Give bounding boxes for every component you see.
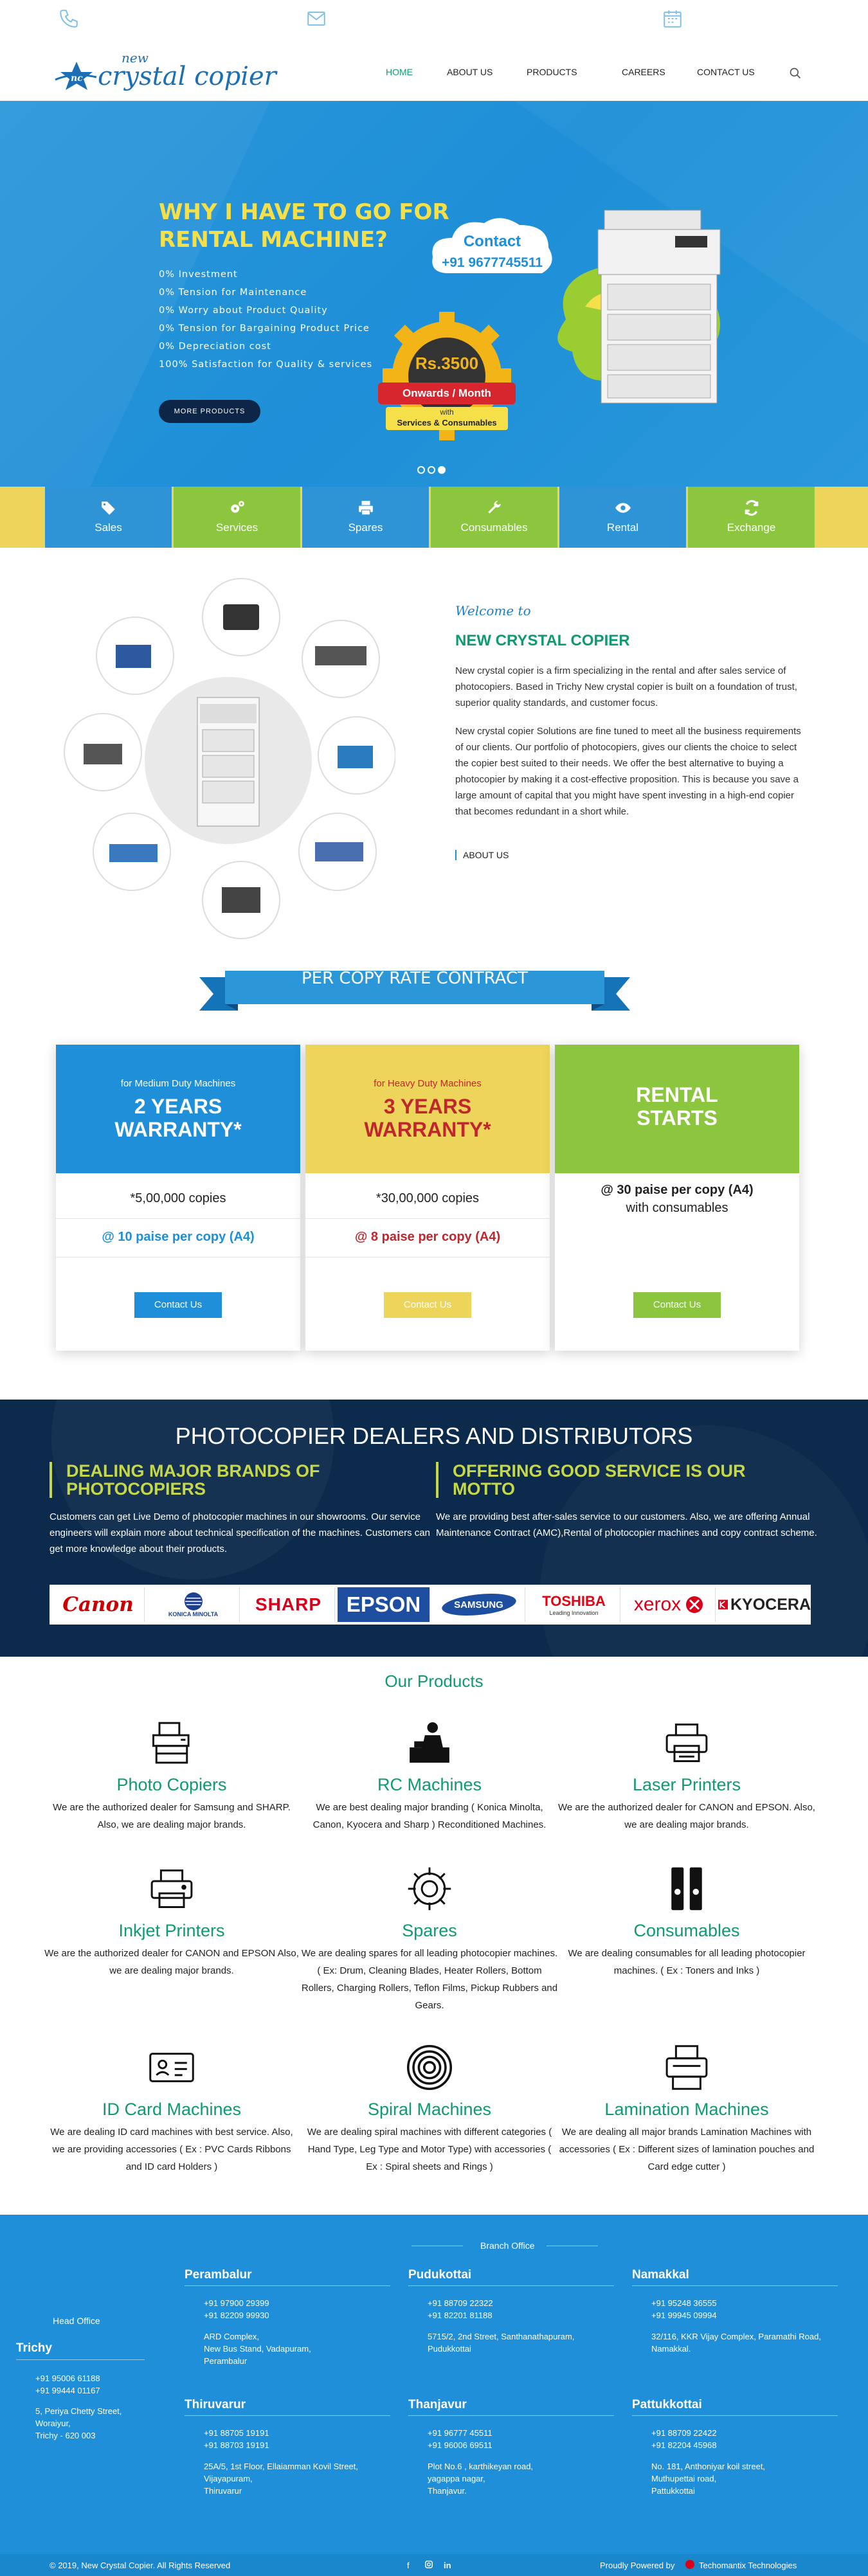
- product-title: Spiral Machines: [367, 2100, 492, 2119]
- divider: [632, 2415, 838, 2416]
- site-header: [0, 40, 868, 101]
- plan-copies: @ 30 paise per copy (A4): [601, 1183, 754, 1197]
- hero-title: WHY I HAVE TO GO FOR RENTAL MACHINE?: [159, 199, 449, 253]
- product-desc: We are the authorized dealer for CANON and EPSON Also, we are dealing major brands.: [44, 1948, 299, 1976]
- brand-canon-logo: Canon: [52, 1587, 145, 1622]
- card-divider: [305, 1218, 550, 1219]
- address: 32/116, KKR Vijay Complex, Paramathi Road, Namakkal.: [651, 2332, 821, 2354]
- phone-numbers: +91 88709 22422 +91 82204 45968: [651, 2428, 717, 2450]
- city-name: Pudukottai: [408, 2268, 472, 2282]
- contact-cloud: [429, 215, 558, 286]
- gears-icon: [228, 500, 246, 516]
- dealers-right-title: OFFERING GOOD SERVICE IS OUR MOTTO: [436, 1462, 757, 1498]
- contact-phone: +91 9677745511: [441, 255, 543, 270]
- divider: [16, 2359, 145, 2360]
- brand-kyocera-text: KYOCERA: [730, 1595, 811, 1614]
- calendar-icon[interactable]: [662, 8, 683, 30]
- product-desc: We are dealing consumables for all leading photocopier machines. ( Ex : Toners and Inks ): [568, 1948, 806, 1976]
- brand-kyocera-logo: [718, 1587, 811, 1622]
- svg-text:nc: nc: [71, 73, 83, 84]
- nav-products[interactable]: PRODUCTS: [527, 67, 577, 77]
- brand-logos: [50, 1585, 811, 1625]
- slider-dot[interactable]: [428, 466, 435, 474]
- about-paragraph: New crystal copier Solutions are fine tuned to meet all the business requirements of our clients. Our portfolio of photocopiers, gives our clients the choice to select the copier best suited to their needs. We offer the best alternative to buying a photocopier by making it a cost-effective proposition. This is because you save a large amount of capital that you might have spent investing in a high-end copier that becomes redundant in a short while.: [455, 726, 801, 817]
- service-label: Sales: [95, 521, 122, 534]
- head-office-heading: Head Office: [53, 2316, 100, 2326]
- product-desc: We are the authorized dealer for CANON and EPSON. Also, we are dealing major brands.: [558, 1802, 815, 1830]
- city-name: Pattukkottai: [632, 2398, 702, 2411]
- hero-point: 0% Worry about Product Quality: [159, 305, 328, 316]
- phone-numbers: +91 96777 45511 +91 96006 69511: [428, 2428, 493, 2450]
- products-title: Our Products: [384, 1671, 484, 1691]
- plan-subtitle: for Medium Duty Machines: [120, 1078, 236, 1089]
- eye-icon: [614, 500, 632, 516]
- search-icon[interactable]: [789, 67, 802, 80]
- service-label: Spares: [348, 521, 383, 534]
- brand-sharp-logo: SHARP: [242, 1587, 335, 1622]
- nav-contact[interactable]: CONTACT US: [697, 67, 755, 77]
- brand-xerox-text: xerox: [633, 1594, 682, 1615]
- brand-samsung-text: SAMSUNG: [454, 1599, 503, 1610]
- id-card-icon: [147, 2043, 196, 2092]
- product-item[interactable]: [558, 1864, 815, 1979]
- phone-numbers: +91 88709 22322 +91 82201 81188: [428, 2298, 493, 2320]
- brand-epson-logo: EPSON: [338, 1587, 430, 1622]
- contact-us-button[interactable]: Contact Us: [134, 1292, 222, 1318]
- plan-card: [305, 1045, 550, 1351]
- plan-card: [555, 1045, 799, 1351]
- service-label: Services: [215, 521, 258, 534]
- linkedin-icon[interactable]: in: [444, 2561, 451, 2570]
- nav-careers[interactable]: CAREERS: [622, 67, 665, 77]
- brand-samsung-logo: [433, 1587, 525, 1622]
- logo-new-text: new: [122, 50, 149, 66]
- plan-rate: @ 8 paise per copy (A4): [354, 1230, 501, 1244]
- service-sales[interactable]: [45, 487, 172, 548]
- copier-icon: [147, 1718, 196, 1767]
- service-spares[interactable]: [302, 487, 429, 548]
- lamination-icon: [662, 2043, 711, 2092]
- divider: [408, 2285, 614, 2286]
- product-item[interactable]: [43, 2043, 300, 2175]
- dealers-left-text: Customers can get Live Demo of photocopier machines in our showrooms. Our service engineers will explain more about technical specification of the machines. Customers can get more knowledge about their products.: [50, 1511, 430, 1554]
- city-name: Thiruvarur: [185, 2398, 246, 2411]
- about-us-link[interactable]: ABOUT US: [455, 850, 509, 860]
- service-rental[interactable]: [559, 487, 686, 548]
- hero-point: 0% Depreciation cost: [159, 341, 271, 352]
- plan-header: [305, 1045, 550, 1173]
- city-name: Trichy: [16, 2341, 52, 2355]
- service-label: Consumables: [460, 521, 528, 534]
- brand-toshiba-text: TOSHIBA: [542, 1593, 606, 1609]
- tags-icon: [100, 500, 118, 516]
- dealers-title: PHOTOCOPIER DEALERS AND DISTRIBUTORS: [175, 1423, 693, 1449]
- divider: [185, 2285, 390, 2286]
- star-logo-icon: [54, 60, 99, 93]
- product-title: Inkjet Printers: [118, 1921, 225, 1940]
- address: Plot No.6 , karthikeyan road, yagappa nagar, Thanjavur.: [428, 2462, 534, 2496]
- plan-copies: *30,00,000 copies: [375, 1191, 480, 1205]
- inkjet-printer-icon: [147, 1864, 196, 1913]
- service-consumables[interactable]: [431, 487, 557, 548]
- plan-card: [56, 1045, 300, 1351]
- plan-title: RENTAL STARTS: [636, 1083, 718, 1130]
- products-collage: [55, 575, 395, 948]
- contact-label: Contact: [463, 233, 521, 250]
- city-name: Perambalur: [185, 2268, 252, 2282]
- hero-point: 0% Tension for Maintenance: [159, 287, 307, 298]
- product-item[interactable]: [43, 1864, 300, 1979]
- divider: [185, 2415, 390, 2416]
- service-label: Exchange: [727, 521, 776, 534]
- copyright-text: © 2019, New Crystal Copier. All Rights Reserved: [50, 2561, 231, 2570]
- nav-home[interactable]: HOME: [386, 67, 413, 77]
- product-desc: We are dealing ID card machines with best service. Also, we are providing accessories ( Ex : PVC Cards Ribbons and ID card Holders ): [50, 2127, 293, 2172]
- product-item[interactable]: [301, 1718, 558, 1833]
- phone-icon[interactable]: [58, 8, 80, 30]
- branch-office-heading: Branch Office: [480, 2240, 535, 2251]
- welcome-text: Welcome to: [455, 603, 531, 618]
- logo-name-text: crystal copier: [98, 62, 276, 91]
- top-bar: [0, 0, 868, 40]
- product-title: Photo Copiers: [116, 1775, 227, 1794]
- price-sub: Onwards / Month: [402, 387, 491, 399]
- service-exchange[interactable]: [688, 487, 815, 548]
- about-title: NEW CRYSTAL COPIER: [455, 632, 630, 649]
- brand-konica-text: KONICA MINOLTA: [168, 1611, 219, 1617]
- contact-us-button[interactable]: Contact Us: [384, 1292, 471, 1318]
- techomantix-logo-icon: [685, 2559, 695, 2570]
- phone-numbers: +91 95248 36555 +91 99945 09994: [651, 2298, 717, 2320]
- divider: [632, 2285, 838, 2286]
- about-paragraph: New crystal copier is a firm specializing in the rental and after sales service of photocopiers. Based in Trichy New crystal copier is built on a foundation of trust, superior quality standards, and customer focus.: [455, 665, 797, 708]
- plan-title: 2 YEARS WARRANTY*: [114, 1095, 242, 1141]
- plan-header: [56, 1045, 300, 1173]
- address: ARD Complex, New Bus Stand, Vadapuram, Perambalur: [204, 2332, 311, 2366]
- plan-copies: *5,00,000 copies: [130, 1191, 226, 1205]
- service-services[interactable]: [174, 487, 300, 548]
- plan-subtitle: for Heavy Duty Machines: [374, 1078, 482, 1089]
- product-item[interactable]: [558, 1718, 815, 1833]
- phone-numbers: +91 88705 19191 +91 88703 19191: [204, 2428, 269, 2450]
- mail-icon[interactable]: [305, 8, 327, 30]
- brand-xerox-logo: [623, 1587, 716, 1622]
- product-desc: We are dealing spiral machines with different categories ( Hand Type, Leg Type and Motor Type) with accessories ( Ex : Spiral sheets and Rings ): [307, 2127, 552, 2172]
- ribbon-title: PER COPY RATE CONTRACT: [302, 969, 528, 988]
- nav-about[interactable]: ABOUT US: [447, 67, 493, 77]
- price-gear-badge: [373, 305, 521, 453]
- phone-numbers: +91 95006 61188 +91 99444 01167: [35, 2373, 100, 2395]
- powered-by-text: Proudly Powered by: [600, 2561, 675, 2570]
- plan-title: 3 YEARS WARRANTY*: [364, 1095, 491, 1141]
- brand-konica-logo: [147, 1587, 240, 1622]
- contact-us-button[interactable]: Contact Us: [633, 1292, 721, 1318]
- laser-printer-icon: [662, 1718, 711, 1767]
- instagram-icon[interactable]: [424, 2560, 433, 2569]
- more-products-button[interactable]: MORE PRODUCTS: [159, 400, 260, 423]
- slider-dot[interactable]: [417, 466, 425, 474]
- price-services: Services & Consumables: [397, 418, 497, 428]
- rc-machine-icon: [405, 1718, 454, 1767]
- product-item[interactable]: [43, 1718, 300, 1833]
- wrench-icon: [485, 500, 503, 516]
- site-footer: [0, 2215, 868, 2576]
- product-title: Consumables: [633, 1921, 740, 1940]
- print-icon: [357, 500, 375, 516]
- plan-rate: @ 10 paise per copy (A4): [102, 1230, 255, 1244]
- product-item[interactable]: [301, 1864, 558, 2014]
- spiral-icon: [405, 2043, 454, 2092]
- slider-dot-active[interactable]: [438, 466, 446, 474]
- address: 5, Periya Chetty Street, Woraiyur, Trichy - 620 003: [35, 2406, 122, 2440]
- copier-image: [579, 197, 739, 410]
- product-desc: We are dealing all major brands Lamination Machines with accessories ( Ex : Different sizes of lamination pouches and Card edge cutter ): [559, 2127, 815, 2172]
- price-with: with: [440, 408, 454, 417]
- hero-point: 0% Tension for Bargaining Product Price: [159, 323, 370, 334]
- service-label: Rental: [606, 521, 639, 534]
- product-title: Spares: [402, 1921, 457, 1940]
- address: 5715/2, 2nd Street, Santhanathapuram, Pudukkottai: [428, 2332, 575, 2354]
- product-desc: We are dealing spares for all leading photocopier machines. ( Ex: Drum, Cleaning Blades, Heater Rollers, Bottom Rollers, Charging Rollers, Teflon Films, Pickup Rubbers and Gears.: [301, 1948, 558, 2011]
- product-title: Lamination Machines: [604, 2100, 769, 2119]
- toner-icon: [662, 1864, 711, 1913]
- hero-slider: [0, 101, 868, 487]
- services-bar: [0, 487, 868, 548]
- product-item[interactable]: [301, 2043, 558, 2175]
- gear-icon: [405, 1864, 454, 1913]
- product-desc: We are the authorized dealer for Samsung and SHARP. Also, we are dealing major brands.: [53, 1802, 291, 1830]
- refresh-icon: [743, 500, 761, 516]
- address: No. 181, Anthoniyar koil street, Muthupettai road, Pattukkottai: [651, 2462, 766, 2496]
- hero-point: 100% Satisfaction for Quality & services: [159, 359, 373, 370]
- product-title: RC Machines: [377, 1775, 482, 1794]
- brand-toshiba-tagline: Leading Innovation: [549, 1610, 599, 1616]
- divider: [408, 2415, 614, 2416]
- product-item[interactable]: [558, 2043, 815, 2175]
- address: 25A/5, 1st Floor, Ellaiamman Kovil Street, Vijayapuram, Thiruvarur: [204, 2462, 358, 2496]
- facebook-icon[interactable]: f: [407, 2561, 410, 2570]
- card-divider: [56, 1218, 300, 1219]
- copyright-bar: [0, 2554, 868, 2576]
- phone-numbers: +91 97900 29399 +91 82209 99930: [204, 2298, 269, 2320]
- product-desc: We are best dealing major branding ( Konica Minolta, Canon, Kyocera and Sharp ) Reconditioned Machines.: [312, 1802, 547, 1830]
- city-name: Thanjavur: [408, 2398, 467, 2411]
- plan-rate: with consumables: [626, 1201, 728, 1215]
- product-title: Laser Printers: [632, 1775, 741, 1794]
- hero-point: 0% Investment: [159, 269, 238, 280]
- powered-by-link[interactable]: Techomantix Technologies: [699, 2561, 797, 2570]
- brand-toshiba-logo: [528, 1587, 620, 1622]
- plan-header: [555, 1045, 799, 1173]
- city-name: Namakkal: [632, 2268, 689, 2282]
- price-text: Rs.3500: [415, 354, 479, 373]
- dealers-right-text: We are providing best after-sales service to our customers. Also, we are offering Annual Maintenance Contract (AMC),Rental of photocopier machines and copy contract scheme.: [436, 1511, 817, 1538]
- logo[interactable]: [54, 49, 276, 94]
- dealers-left-title: DEALING MAJOR BRANDS OF PHOTOCOPIERS: [50, 1462, 371, 1498]
- product-title: ID Card Machines: [102, 2100, 242, 2119]
